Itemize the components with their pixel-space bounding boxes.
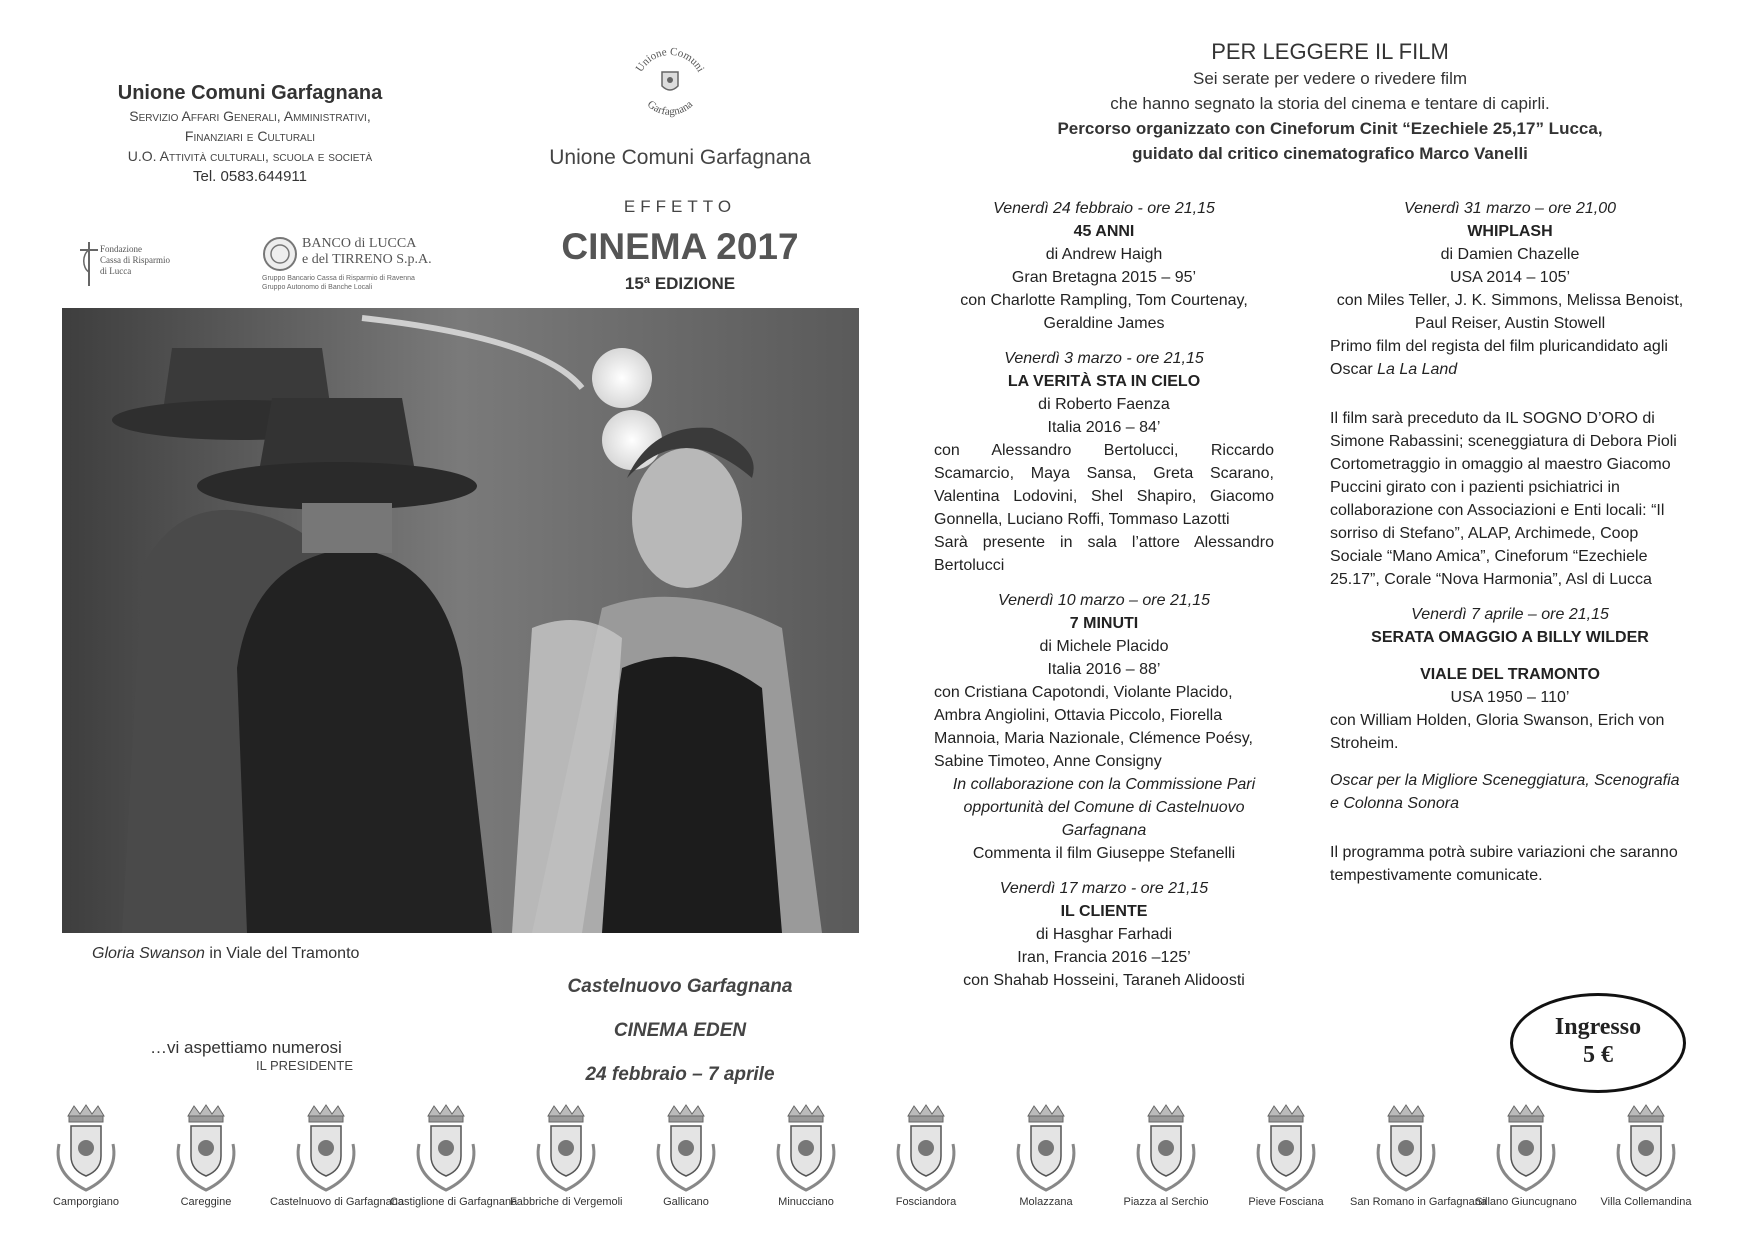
program-disclaimer: Il programma potrà subire variazioni che saranno tempestivamente comunicate.: [1330, 844, 1678, 884]
banco-title-1: BANCO di LUCCA: [302, 236, 417, 251]
municipality-crest: [870, 1104, 982, 1208]
edition-label: 15ª EDIZIONE: [624, 274, 736, 293]
film-director: di Andrew Haigh: [1045, 246, 1163, 263]
program-bold-1: Percorso organizzato con Cineforum Cinit “Ezechiele 25,17” Lucca,: [1057, 119, 1603, 138]
banco-emblem-icon: [262, 236, 298, 272]
municipality-crest: [750, 1104, 862, 1208]
municipality-crest: [1590, 1104, 1702, 1208]
film-date: Venerdì 31 marzo – ore 21,00: [1404, 200, 1616, 217]
welcome-signature: IL PRESIDENTE: [256, 1058, 354, 1073]
organizer-block: [60, 80, 440, 188]
film-column-2: [1330, 197, 1690, 887]
venue-town: Castelnuovo Garfagnana: [567, 976, 793, 997]
municipality-name: Castelnuovo di Garfagnana: [270, 1196, 404, 1208]
program-header: [940, 38, 1720, 166]
film-title: LA VERITÀ STA IN CIELO: [1007, 373, 1201, 390]
coat-of-arms-icon: [51, 1104, 121, 1192]
film-collaboration: In collaborazione con la Commissione Pari opportunità del Comune di Castelnuovo Garfagnana: [952, 776, 1256, 839]
municipality-name: Careggine: [180, 1196, 232, 1208]
fondazione-text-3: di Lucca: [100, 266, 132, 276]
film-date: Venerdì 7 aprile – ore 21,15: [1411, 606, 1609, 623]
program-sub-2: che hanno segnato la storia del cinema e tentare di capirli.: [1110, 94, 1550, 113]
venue-cinema: CINEMA EDEN: [613, 1020, 747, 1041]
municipality-crest: [510, 1104, 622, 1208]
film-director: di Hasghar Farhadi: [1035, 926, 1173, 943]
municipality-name: Sillano Giuncugnano: [1475, 1196, 1577, 1208]
banco-title-2: e del TIRRENO S.p.A.: [302, 252, 432, 267]
coat-of-arms-icon: [1371, 1104, 1441, 1192]
film-title: 45 ANNI: [1073, 223, 1135, 240]
effetto-label: EFFETTO: [623, 197, 737, 216]
film-entry: [1330, 603, 1690, 815]
organizer-line-3: U.O. Attività culturali, scuola e società: [127, 148, 373, 164]
short-film-description: Cortometraggio in omaggio al maestro Giacomo Puccini girato con i pazienti psichiatrici in collaborazione con Associazioni e Enti locali: “Il sorriso di Stefano”, ALAP, Archimede, Coop Sociale “Mano Amica”, Cineforum “Ezechiele 25.17”, Corale “Nova Harmonia”, Asl di Lucca: [1330, 456, 1671, 588]
unione-seal-icon: [620, 32, 720, 132]
film-entry: [934, 589, 1274, 865]
film-note: Sarà presente in sala l’attore Alessandro Bertolucci: [934, 534, 1274, 574]
film-column-1: [934, 197, 1274, 1004]
film-entry: [934, 197, 1274, 335]
photo-caption: [92, 945, 359, 963]
film-date: Venerdì 24 febbraio - ore 21,15: [993, 200, 1215, 217]
municipality-crest: [30, 1104, 142, 1208]
film-country: USA 1950 – 110’: [1450, 689, 1570, 706]
film-cast: con Alessandro Bertolucci, Riccardo Scamarcio, Maya Sansa, Greta Scarano, Valentina Lodovini, Shel Shapiro, Giacomo Gonnella, Luciano Roffi, Tommaso Lazotti: [934, 442, 1274, 528]
film-country: Gran Bretagna 2015 – 95’: [1011, 269, 1197, 286]
organizer-line-1: Servizio Affari Generali, Amministrativi,: [129, 108, 371, 124]
coat-of-arms-icon: [891, 1104, 961, 1192]
municipality-crest: [1230, 1104, 1342, 1208]
municipality-name: Pieve Fosciana: [1248, 1196, 1324, 1208]
film-date: Venerdì 10 marzo – ore 21,15: [998, 592, 1210, 609]
welcome-block: [150, 1038, 450, 1073]
film-entry: [934, 347, 1274, 577]
fondazione-logo: [78, 238, 198, 298]
municipality-name: Fabbriche di Vergemoli: [510, 1196, 623, 1208]
film-oscar-note: Oscar per la Migliore Sceneggiatura, Scenografia e Colonna Sonora: [1330, 772, 1680, 812]
municipality-crest: [630, 1104, 742, 1208]
coat-of-arms-icon: [1491, 1104, 1561, 1192]
program-bold-2: guidato dal critico cinematografico Marco Vanelli: [1132, 144, 1528, 163]
banco-sub-1: Gruppo Bancario Cassa di Risparmio di Ravenna: [262, 275, 415, 282]
film-note-title: La La Land: [1377, 361, 1458, 378]
coat-of-arms-icon: [531, 1104, 601, 1192]
fondazione-text-2: Cassa di Risparmio: [100, 255, 170, 265]
entry-price: 5 €: [1583, 1042, 1613, 1068]
organizer-name: Unione Comuni Garfagnana: [117, 82, 383, 104]
event-title: CINEMA 2017: [561, 226, 799, 267]
film-cast: con Cristiana Capotondi, Violante Placido, Ambra Angiolini, Ottavia Piccolo, Fiorella Mannoia, Maria Nazionale, Clémence Poésy, Sabine Timoteo, Anne Consigny: [934, 684, 1253, 770]
municipality-crest: [1470, 1104, 1582, 1208]
program-sub-1: Sei serate per vedere o rivedere film: [1192, 69, 1468, 88]
film-entry: [1330, 197, 1690, 381]
municipality-crest: [390, 1104, 518, 1208]
municipality-crest: [270, 1104, 404, 1208]
film-title: VIALE DEL TRAMONTO: [1420, 666, 1600, 683]
tribute-title: SERATA OMAGGIO A BILLY WILDER: [1371, 629, 1649, 646]
film-still-photo: [62, 308, 859, 933]
coat-of-arms-icon: [1011, 1104, 1081, 1192]
coat-of-arms-icon: [651, 1104, 721, 1192]
municipality-name: Minucciano: [778, 1196, 834, 1208]
center-organizer: Unione Comuni Garfagnana: [549, 146, 811, 169]
entry-label: Ingresso: [1554, 1014, 1642, 1040]
program-heading: PER LEGGERE IL FILM: [1211, 39, 1449, 64]
film-entry: [934, 877, 1274, 992]
coat-of-arms-icon: [771, 1104, 841, 1192]
caption-rest: in Viale del Tramonto: [204, 945, 360, 962]
municipality-name: San Romano in Garfagnana: [1350, 1196, 1487, 1208]
fondazione-cross-icon: [78, 238, 100, 288]
coat-of-arms-icon: [1131, 1104, 1201, 1192]
municipality-name: Villa Collemandina: [1600, 1196, 1692, 1208]
banco-sub-2: Gruppo Autonomo di Banche Locali: [262, 284, 373, 291]
film-country: Italia 2016 – 84’: [1047, 419, 1161, 436]
film-date: Venerdì 3 marzo - ore 21,15: [1004, 350, 1204, 367]
film-cast: con Shahab Hosseini, Taraneh Alidoosti: [963, 972, 1245, 989]
film-country: Italia 2016 – 88’: [1047, 661, 1161, 678]
film-comment: Commenta il film Giuseppe Stefanelli: [972, 845, 1236, 862]
film-director: di Michele Placido: [1039, 638, 1169, 655]
municipality-name: Camporgiano: [52, 1196, 120, 1208]
municipality-name: Piazza al Serchio: [1123, 1196, 1209, 1208]
film-country: Iran, Francia 2016 –125’: [1017, 949, 1191, 966]
film-cast: con Miles Teller, J. K. Simmons, Melissa Benoist, Paul Reiser, Austin Stowell: [1336, 292, 1684, 332]
film-title: 7 MINUTI: [1069, 615, 1139, 632]
film-director: di Roberto Faenza: [1038, 396, 1170, 413]
welcome-text: …vi aspettiamo numerosi: [150, 1038, 342, 1057]
fondazione-text-1: Fondazione: [100, 244, 142, 254]
organizer-line-2: Finanziari e Culturali: [184, 128, 316, 144]
municipality-crest: [1350, 1104, 1487, 1208]
coat-of-arms-icon: [1611, 1104, 1681, 1192]
short-film-intro: Il film sarà preceduto da IL SOGNO D’ORO di Simone Rabassini; sceneggiatura di Debora Pioli: [1330, 410, 1677, 450]
coat-of-arms-icon: [171, 1104, 241, 1192]
svg-text:Garfagnana: Garfagnana: [644, 98, 696, 118]
film-title: IL CLIENTE: [1060, 903, 1148, 920]
coat-of-arms-icon: [411, 1104, 481, 1192]
film-country: USA 2014 – 105’: [1449, 269, 1571, 286]
film-cast: con William Holden, Gloria Swanson, Erich von Stroheim.: [1330, 712, 1665, 752]
organizer-phone: Tel. 0583.644911: [193, 168, 307, 185]
municipality-crest: [990, 1104, 1102, 1208]
svg-text:Unione Comuni: Unione Comuni: [633, 45, 707, 75]
municipality-crest: [1110, 1104, 1222, 1208]
entry-price-badge: [1510, 993, 1686, 1093]
film-title: WHIPLASH: [1467, 223, 1553, 240]
venue-block: [520, 965, 840, 1097]
municipality-name: Fosciandora: [895, 1196, 957, 1208]
film-note: [1330, 335, 1690, 381]
banco-lucca-logo: [262, 236, 432, 296]
municipality-name: Castiglione di Garfagnana: [390, 1196, 518, 1208]
municipality-crests: [30, 1104, 1730, 1224]
municipality-name: Molazzana: [1019, 1196, 1073, 1208]
caption-name: Gloria Swanson: [92, 945, 205, 962]
municipality-crest: [150, 1104, 262, 1208]
venue-dates: 24 febbraio – 7 aprile: [585, 1064, 775, 1085]
film-date: Venerdì 17 marzo - ore 21,15: [999, 880, 1209, 897]
coat-of-arms-icon: [291, 1104, 361, 1192]
film-still-illustration: [62, 308, 859, 933]
film-note-text: Primo film del regista del film pluricandidato agli Oscar: [1330, 338, 1668, 378]
film-cast: con Charlotte Rampling, Tom Courtenay, Geraldine James: [960, 292, 1248, 332]
film-director: di Damien Chazelle: [1440, 246, 1580, 263]
coat-of-arms-icon: [1251, 1104, 1321, 1192]
municipality-name: Gallicano: [663, 1196, 709, 1208]
